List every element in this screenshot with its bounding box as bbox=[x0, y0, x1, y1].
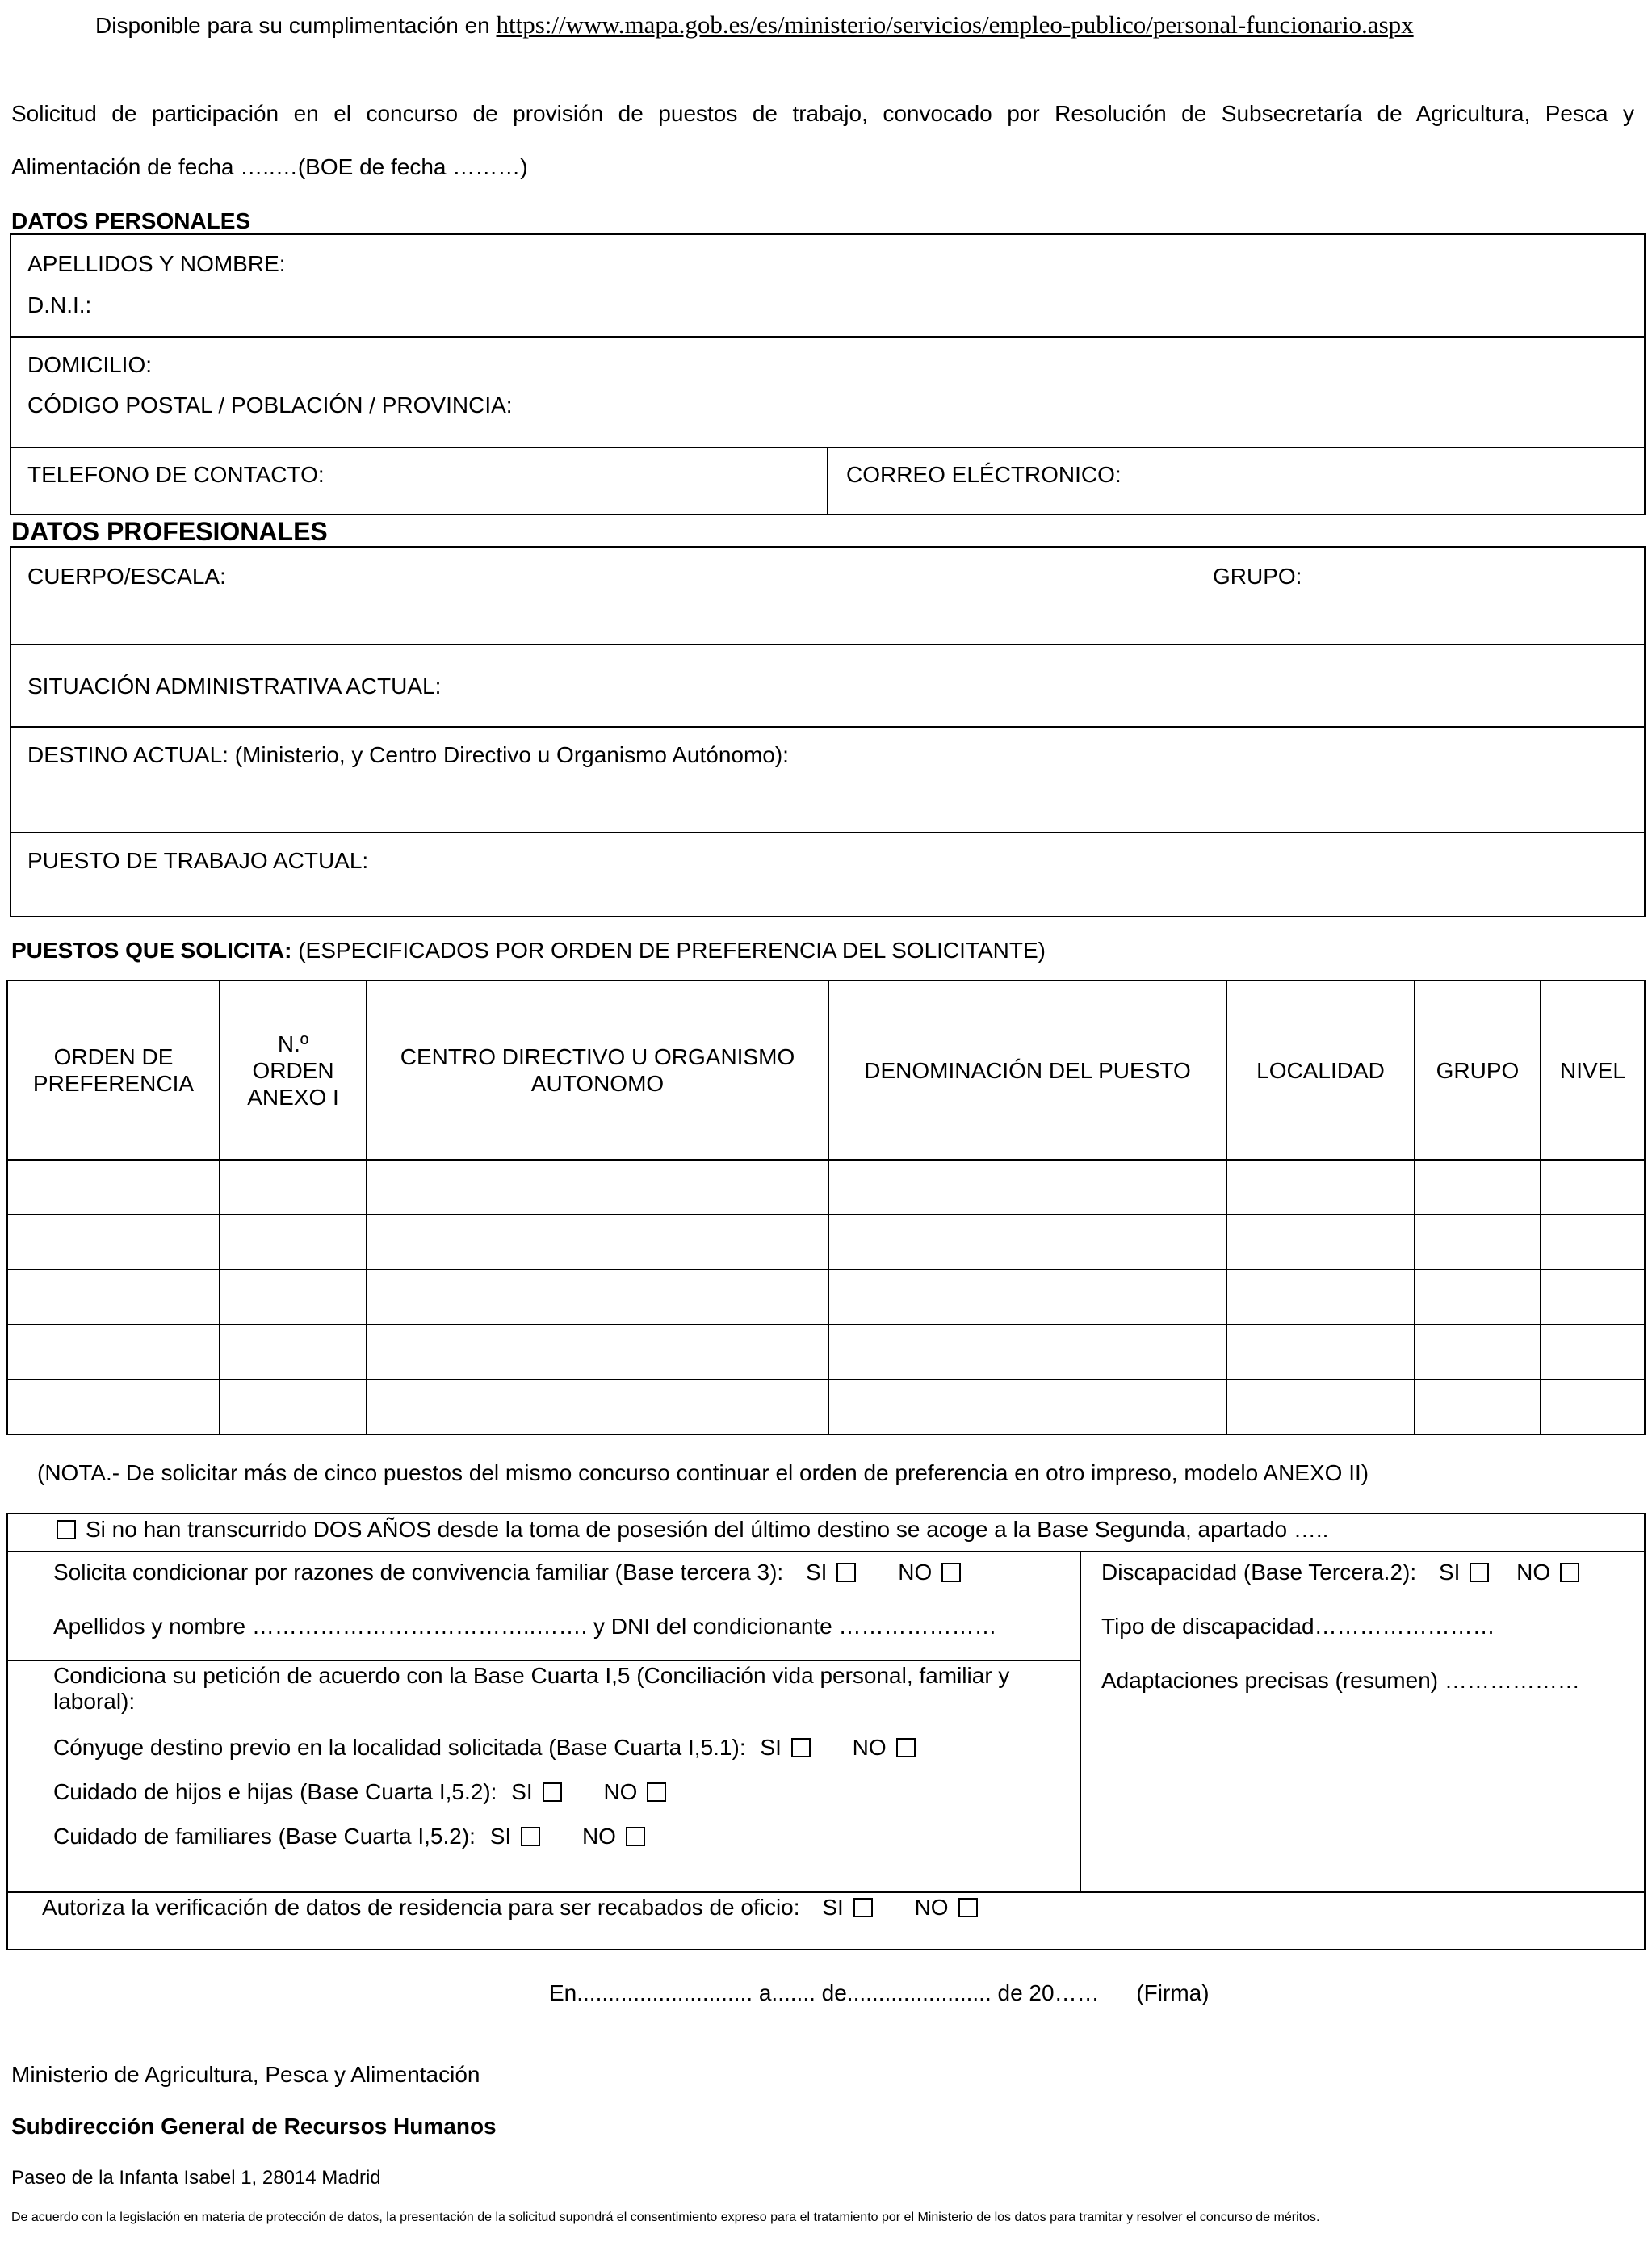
discapacidad-si-label: SI bbox=[1438, 1560, 1461, 1585]
datos-personales-heading: DATOS PERSONALES bbox=[11, 208, 251, 233]
destino-label: DESTINO ACTUAL: (Ministerio, y Centro Directivo u Organismo Autónomo): bbox=[27, 742, 789, 767]
table-cell[interactable] bbox=[1226, 1270, 1415, 1325]
table-cell[interactable] bbox=[220, 1379, 367, 1434]
datos-profesionales-heading: DATOS PROFESIONALES bbox=[11, 517, 328, 546]
ministerio-text: Ministerio de Agricultura, Pesca y Alimentación bbox=[11, 2062, 480, 2087]
table-cell[interactable] bbox=[1226, 1160, 1415, 1215]
table-cell[interactable] bbox=[220, 1215, 367, 1270]
table-cell[interactable] bbox=[220, 1270, 367, 1325]
table-cell[interactable] bbox=[1541, 1160, 1645, 1215]
col-grupo: GRUPO bbox=[1415, 980, 1541, 1160]
availability-prefix: Disponible para su cumplimentación en bbox=[95, 13, 490, 38]
situacion-label: SITUACIÓN ADMINISTRATIVA ACTUAL: bbox=[27, 674, 442, 699]
table-row bbox=[7, 1379, 1645, 1434]
divider bbox=[10, 336, 1646, 338]
codigo-postal-label: CÓDIGO POSTAL / POBLACIÓN / PROVINCIA: bbox=[27, 393, 513, 418]
apellidos-condicionante: Apellidos y nombre ………………………………..……. y DNI del condicionante ………………… bbox=[53, 1614, 997, 1639]
table-cell[interactable] bbox=[367, 1325, 828, 1379]
table-cell[interactable] bbox=[367, 1270, 828, 1325]
conciliacion-line-1: Condiciona su petición de acuerdo con la Base Cuarta I,5 (Conciliación vida personal, familiar y bbox=[53, 1663, 1010, 1688]
convivencia-text: Solicita condicionar por razones de convivencia familiar (Base tercera 3): bbox=[53, 1560, 784, 1585]
divider bbox=[827, 447, 828, 515]
convivencia-si-checkbox[interactable] bbox=[836, 1563, 856, 1582]
autoriza-si-label: SI bbox=[822, 1895, 844, 1920]
conyuge-si-checkbox[interactable] bbox=[791, 1738, 811, 1757]
table-cell[interactable] bbox=[1226, 1325, 1415, 1379]
fecha-firma-row bbox=[549, 1980, 1210, 2007]
table-cell[interactable] bbox=[828, 1160, 1226, 1215]
table-row bbox=[7, 1325, 1645, 1379]
telefono-label: TELEFONO DE CONTACTO: bbox=[27, 462, 325, 487]
divider bbox=[1080, 1551, 1081, 1893]
col-denominacion: DENOMINACIÓN DEL PUESTO bbox=[828, 980, 1226, 1160]
dos-anos-checkbox[interactable] bbox=[57, 1520, 76, 1539]
table-row bbox=[7, 1270, 1645, 1325]
table-cell[interactable] bbox=[220, 1325, 367, 1379]
col-nivel: NIVEL bbox=[1541, 980, 1645, 1160]
table-cell[interactable] bbox=[1541, 1325, 1645, 1379]
apellidos-label: APELLIDOS Y NOMBRE: bbox=[27, 251, 286, 276]
table-cell[interactable] bbox=[1415, 1160, 1541, 1215]
divider bbox=[10, 644, 1646, 645]
conyuge-si-label: SI bbox=[760, 1735, 782, 1760]
hijos-row bbox=[53, 1778, 671, 1806]
puestos-heading bbox=[11, 937, 1046, 964]
table-cell[interactable] bbox=[367, 1215, 828, 1270]
table-cell[interactable] bbox=[828, 1270, 1226, 1325]
nota-text: (NOTA.- De solicitar más de cinco puestos del mismo concurso continuar el orden de preferencia en otro impreso, modelo ANEXO II) bbox=[37, 1460, 1369, 1485]
convivencia-no-checkbox[interactable] bbox=[941, 1563, 961, 1582]
familiares-si-label: SI bbox=[489, 1824, 512, 1849]
form-url-link[interactable]: https://www.mapa.gob.es/es/ministerio/servicios/empleo-publico/personal-funcionario.aspx bbox=[496, 10, 1414, 39]
convivencia-si-label: SI bbox=[805, 1560, 828, 1585]
puestos-heading-bold: PUESTOS QUE SOLICITA: bbox=[11, 938, 292, 963]
table-cell[interactable] bbox=[1541, 1270, 1645, 1325]
direccion-text: Paseo de la Infanta Isabel 1, 28014 Madrid bbox=[11, 2167, 381, 2189]
conciliacion-line-2: laboral): bbox=[53, 1689, 136, 1714]
puestos-table bbox=[6, 980, 1646, 1435]
discapacidad-text: Discapacidad (Base Tercera.2): bbox=[1101, 1560, 1417, 1585]
autoriza-no-label: NO bbox=[914, 1895, 949, 1920]
hijos-no-checkbox[interactable] bbox=[647, 1782, 666, 1802]
hijos-si-label: SI bbox=[511, 1779, 533, 1804]
table-cell[interactable] bbox=[828, 1325, 1226, 1379]
table-cell[interactable] bbox=[828, 1215, 1226, 1270]
proteccion-datos-text: De acuerdo con la legislación en materia de protección de datos, la presentación de la solicitud supondrá el consentimiento expreso para el tratamiento por el Ministerio de los datos para tramitar y resolver el concurso de méritos. bbox=[11, 2211, 1320, 2224]
familiares-no-checkbox[interactable] bbox=[626, 1827, 645, 1846]
discapacidad-no-checkbox[interactable] bbox=[1560, 1563, 1579, 1582]
table-cell[interactable] bbox=[7, 1215, 220, 1270]
table-cell[interactable] bbox=[1226, 1215, 1415, 1270]
table-row bbox=[7, 1160, 1645, 1215]
familiares-row bbox=[53, 1823, 650, 1850]
familiares-text: Cuidado de familiares (Base Cuarta I,5.2): bbox=[53, 1824, 476, 1849]
table-cell[interactable] bbox=[7, 1160, 220, 1215]
table-cell[interactable] bbox=[367, 1379, 828, 1434]
intro-line-2: Alimentación de fecha …..…(BOE de fecha ………) bbox=[11, 154, 528, 179]
table-row bbox=[7, 1215, 1645, 1270]
table-cell[interactable] bbox=[1415, 1215, 1541, 1270]
fecha-line: En............................ a....... de....................... de 20…… bbox=[549, 1980, 1100, 2005]
subdireccion-text: Subdirección General de Recursos Humanos bbox=[11, 2114, 497, 2139]
puesto-actual-label: PUESTO DE TRABAJO ACTUAL: bbox=[27, 848, 369, 873]
table-cell[interactable] bbox=[367, 1160, 828, 1215]
domicilio-label: DOMICILIO: bbox=[27, 352, 153, 377]
divider bbox=[6, 1551, 1646, 1552]
dos-anos-row bbox=[57, 1516, 1328, 1543]
table-cell[interactable] bbox=[1415, 1325, 1541, 1379]
discapacidad-si-checkbox[interactable] bbox=[1470, 1563, 1489, 1582]
discapacidad-no-label: NO bbox=[1516, 1560, 1551, 1585]
firma-label: (Firma) bbox=[1136, 1980, 1210, 2005]
table-cell[interactable] bbox=[1415, 1270, 1541, 1325]
col-orden-anexo: N.º ORDEN ANEXO I bbox=[220, 980, 367, 1160]
table-cell[interactable] bbox=[1541, 1379, 1645, 1434]
table-cell[interactable] bbox=[1541, 1215, 1645, 1270]
puestos-heading-rest: (ESPECIFICADOS POR ORDEN DE PREFERENCIA DEL SOLICITANTE) bbox=[291, 938, 1046, 963]
convivencia-no-label: NO bbox=[898, 1560, 933, 1585]
puestos-header-row bbox=[7, 980, 1645, 1160]
intro-line-1: Solicitud de participación en el concurso de provisión de puestos de trabajo, convocado por Resolución de Subsecretaría de Agricultura, Pesca y bbox=[11, 101, 1634, 126]
tipo-discapacidad: Tipo de discapacidad…………………… bbox=[1101, 1614, 1495, 1639]
correo-label: CORREO ELÉCTRONICO: bbox=[846, 462, 1122, 487]
table-cell[interactable] bbox=[1226, 1379, 1415, 1434]
discapacidad-row bbox=[1101, 1559, 1584, 1586]
hijos-si-checkbox[interactable] bbox=[543, 1782, 562, 1802]
divider bbox=[6, 1891, 1646, 1893]
table-cell[interactable] bbox=[828, 1379, 1226, 1434]
autoriza-text: Autoriza la verificación de datos de residencia para ser recabados de oficio: bbox=[42, 1895, 800, 1920]
dni-label: D.N.I.: bbox=[27, 292, 92, 317]
autoriza-si-checkbox[interactable] bbox=[853, 1898, 873, 1917]
table-cell[interactable] bbox=[1415, 1379, 1541, 1434]
autoriza-row bbox=[42, 1894, 983, 1921]
grupo-label: GRUPO: bbox=[1213, 564, 1302, 589]
divider bbox=[10, 726, 1646, 728]
conyuge-no-checkbox[interactable] bbox=[896, 1738, 916, 1757]
convivencia-row bbox=[53, 1559, 966, 1586]
adaptaciones: Adaptaciones precisas (resumen) ……………… bbox=[1101, 1668, 1580, 1693]
col-centro-directivo: CENTRO DIRECTIVO U ORGANISMO AUTONOMO bbox=[367, 980, 828, 1160]
conyuge-text: Cónyuge destino previo en la localidad solicitada (Base Cuarta I,5.1): bbox=[53, 1735, 746, 1760]
conyuge-no-label: NO bbox=[852, 1735, 887, 1760]
dos-anos-text: Si no han transcurrido DOS AÑOS desde la toma de posesión del último destino se acoge a la Base Segunda, apartado ….. bbox=[86, 1517, 1329, 1542]
table-cell[interactable] bbox=[7, 1270, 220, 1325]
cuerpo-label: CUERPO/ESCALA: bbox=[27, 564, 226, 589]
familiares-no-label: NO bbox=[581, 1824, 616, 1849]
table-cell[interactable] bbox=[7, 1379, 220, 1434]
conyuge-row bbox=[53, 1734, 920, 1761]
table-cell[interactable] bbox=[220, 1160, 367, 1215]
availability-line bbox=[95, 11, 1414, 40]
divider bbox=[6, 1660, 1081, 1661]
table-cell[interactable] bbox=[7, 1325, 220, 1379]
hijos-text: Cuidado de hijos e hijas (Base Cuarta I,5.2): bbox=[53, 1779, 497, 1804]
familiares-si-checkbox[interactable] bbox=[521, 1827, 540, 1846]
col-localidad: LOCALIDAD bbox=[1226, 980, 1415, 1160]
autoriza-no-checkbox[interactable] bbox=[958, 1898, 978, 1917]
divider bbox=[10, 832, 1646, 833]
col-orden-preferencia: ORDEN DE PREFERENCIA bbox=[7, 980, 220, 1160]
hijos-no-label: NO bbox=[603, 1779, 638, 1804]
